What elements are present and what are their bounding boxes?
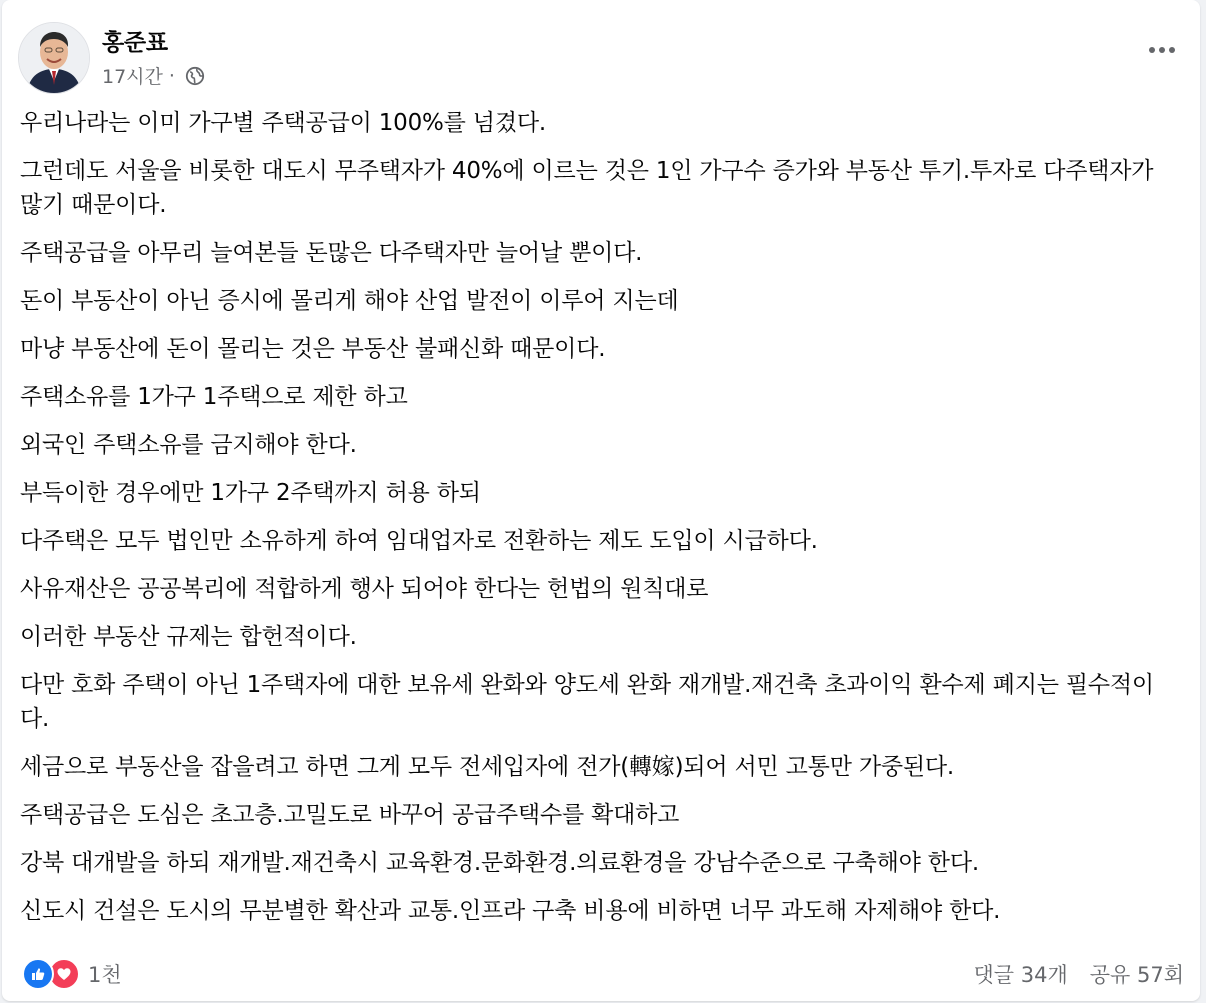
more-dot-icon: [1169, 47, 1175, 53]
post-card: [2, 0, 1200, 1001]
post-paragraph: 주택공급을 아무리 늘여본들 돈많은 다주택자만 늘어날 뿐이다.: [20, 240, 643, 266]
post-meta: [102, 62, 205, 89]
post-paragraph: 외국인 주택소유를 금지해야 한다.: [20, 432, 357, 458]
post-paragraph: 이러한 부동산 규제는 합헌적이다.: [20, 624, 357, 650]
post-paragraph: 강북 대개발을 하되 재개발.재건축시 교육환경.문화환경.의료환경을 강남수준으로 구축해야 한다.: [20, 850, 979, 876]
post-paragraph: 신도시 건설은 도시의 무분별한 확산과 교통.인프라 구축 비용에 비하면 너무 과도해 자제해야 한다.: [20, 898, 1001, 924]
post-stats: [973, 959, 1184, 989]
more-dot-icon: [1149, 47, 1155, 53]
more-dot-icon: [1159, 47, 1165, 53]
post-body: [20, 106, 1180, 942]
like-icon: [22, 958, 54, 990]
post-paragraph: 우리나라는 이미 가구별 주택공급이 100%를 넘겼다.: [20, 110, 546, 136]
comment-count[interactable]: 댓글 34개: [973, 963, 1068, 987]
author-avatar[interactable]: [18, 22, 90, 94]
meta-separator: ·: [168, 64, 175, 87]
post-footer: [22, 954, 1184, 994]
reactions-summary[interactable]: [22, 958, 122, 990]
post-paragraph: 주택공급은 도심은 초고층.고밀도로 바꾸어 공급주택수를 확대하고: [20, 802, 680, 828]
post-time[interactable]: 17시간: [102, 66, 163, 88]
post-paragraph: 주택소유를 1가구 1주택으로 제한 하고: [20, 384, 408, 410]
author-name[interactable]: 홍준표: [102, 30, 168, 56]
post-paragraph: 세금으로 부동산을 잡을려고 하면 그게 모두 전세입자에 전가(轉嫁)되어 서민 고통만 가중된다.: [20, 754, 955, 780]
post-paragraph: 마냥 부동산에 돈이 몰리는 것은 부동산 불패신화 때문이다.: [20, 336, 606, 362]
post-paragraph: 부득이한 경우에만 1가구 2주택까지 허용 하되: [20, 480, 481, 506]
avatar-image: [19, 23, 89, 93]
share-count[interactable]: 공유 57회: [1089, 963, 1184, 987]
post-paragraph: 돈이 부동산이 아닌 증시에 몰리게 해야 산업 발전이 이루어 지는데: [20, 288, 679, 314]
post-paragraph: 다주택은 모두 법인만 소유하게 하여 임대업자로 전환하는 제도 도입이 시급하다.: [20, 528, 818, 554]
more-options-button[interactable]: [1140, 32, 1184, 68]
post-paragraph: 그런데도 서울을 비롯한 대도시 무주택자가 40%에 이르는 것은 1인 가구수 증가와 부동산 투기.투자로 다주택자가 많기 때문이다.: [20, 158, 1154, 218]
post-paragraph: 사유재산은 공공복리에 적합하게 행사 되어야 한다는 헌법의 원칙대로: [20, 576, 709, 602]
post-header: [18, 20, 1184, 92]
reaction-count[interactable]: 1천: [88, 963, 122, 987]
globe-icon[interactable]: [185, 66, 205, 86]
post-paragraph: 다만 호화 주택이 아닌 1주택자에 대한 보유세 완화와 양도세 완화 재개발.재건축 초과이익 환수제 폐지는 필수적이다.: [20, 672, 1154, 732]
